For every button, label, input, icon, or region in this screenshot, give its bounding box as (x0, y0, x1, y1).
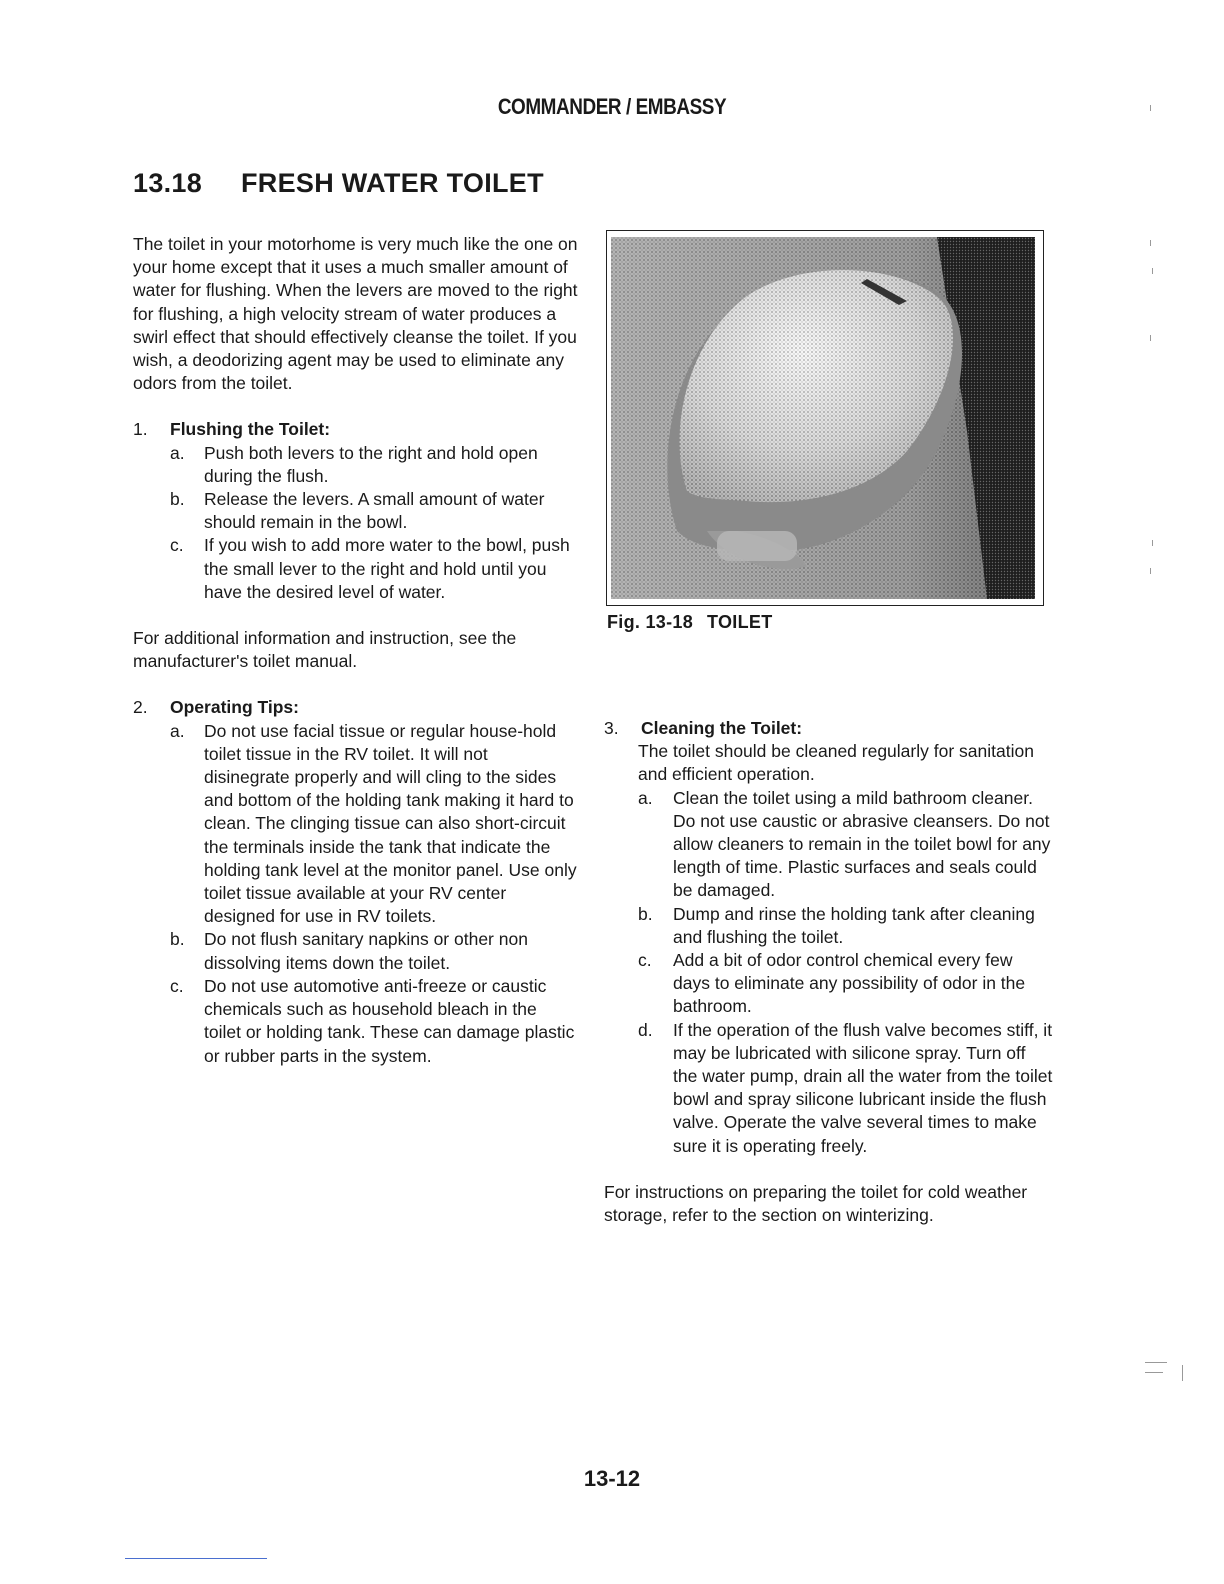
sub-letter: a. (170, 442, 185, 463)
intro-paragraph: The toilet in your motorhome is very much like the one on your home except that it uses a much smaller amount of water for flushing. When the levers are moved to the right for flushing, a high velocity stream of water produces a swirl effect that should effectively cleanse the toilet. If you wish, a deodorizing agent may be used to eliminate any odors from the toilet. (133, 234, 578, 394)
winterizing-paragraph: For instructions on preparing the toilet for cold weather storage, refer to the section on winterizing. (604, 1181, 1028, 1226)
sub-letter: c. (638, 950, 652, 971)
sub-letter: a. (170, 720, 185, 741)
list-item (133, 488, 578, 534)
item-title: Cleaning the Toilet: (641, 718, 803, 738)
list-item (133, 442, 578, 488)
sub-text: If you wish to add more water to the bowl, push the small lever to the right and hold until you have the desired level of water. (204, 535, 570, 602)
item-title: Operating Tips: (170, 697, 299, 718)
left-column (133, 233, 578, 1068)
section-number: 13.18 (133, 168, 203, 198)
item-number: 3. (604, 718, 619, 738)
operating-tips-heading (133, 696, 578, 719)
sub-text: Push both levers to the right and hold open during the flush. (204, 442, 538, 486)
sub-letter: c. (170, 975, 184, 996)
sub-text: Do not flush sanitary napkins or other non dissolving items down the toilet. (204, 929, 528, 973)
running-header: COMMANDER / EMBASSY (497, 94, 727, 119)
sub-text: Add a bit of odor control chemical every few days to eliminate any possibility of odor in the bathroom. (673, 950, 1026, 1017)
sub-letter: b. (170, 489, 185, 510)
sub-letter: b. (170, 929, 185, 950)
list-item (133, 928, 578, 974)
toilet-photo-image (607, 231, 1043, 605)
page-number: 13-12 (583, 1466, 641, 1491)
item-number: 2. (133, 697, 148, 718)
list-item (604, 1019, 1054, 1158)
figure-label: Fig. 13-18 (607, 612, 694, 632)
cleaning-heading (604, 717, 1054, 740)
footer-rule (125, 1558, 267, 1559)
flushing-heading (133, 418, 578, 441)
figure-caption (607, 612, 773, 633)
sub-text: Do not use facial tissue or regular house-hold toilet tissue in the RV toilet. It will not disinegrate properly and will cling to the sides and bottom of the holding tank making it hard to clean. The clinging tissue can also short-circuit the terminals inside the tank that indicate the holding tank level at the monitor panel. Use only toilet tissue available at your RV center designed for use in RV toilets. (204, 720, 577, 927)
list-item (604, 949, 1054, 1019)
list-item (133, 975, 578, 1068)
sub-letter: b. (638, 903, 653, 924)
sub-text: If the operation of the flush valve becomes stiff, it may be lubricated with silicone spray. Turn off the water pump, drain all the water from the toilet bowl and spray silicone lubricant inside the flush valve. Operate the valve several times to make sure it is operating freely. (673, 1019, 1053, 1156)
sub-text: Release the levers. A small amount of water should remain in the bowl. (204, 489, 545, 533)
list-item (604, 903, 1054, 949)
sub-letter: a. (638, 787, 653, 808)
right-column (604, 717, 1054, 1227)
toilet-photo (606, 230, 1044, 606)
list-item (133, 720, 578, 929)
sub-text: Do not use automotive anti-freeze or caustic chemicals such as household bleach in the toilet or holding tank. These can damage plastic or rubber parts in the system. (204, 975, 575, 1066)
section-title: FRESH WATER TOILET (241, 168, 544, 198)
item-title: Flushing the Toilet: (170, 419, 331, 440)
sub-text: Dump and rinse the holding tank after cleaning and flushing the toilet. (673, 903, 1035, 947)
cleaning-intro: The toilet should be cleaned regularly for sanitation and efficient operation. (638, 741, 1034, 785)
list-item (604, 787, 1054, 903)
sub-letter: d. (638, 1019, 653, 1040)
figure-title: TOILET (707, 612, 773, 632)
additional-info-paragraph: For additional information and instruction, see the manufacturer's toilet manual. (133, 628, 517, 672)
list-item (133, 534, 578, 604)
item-number: 1. (133, 419, 148, 440)
sub-text: Clean the toilet using a mild bathroom cleaner. Do not use caustic or abrasive cleansers. Do not allow cleaners to remain in the toilet bowl for any length of time. Plastic surfaces and seals could be damaged. (673, 787, 1051, 901)
sub-letter: c. (170, 535, 184, 556)
section-heading (133, 168, 544, 199)
